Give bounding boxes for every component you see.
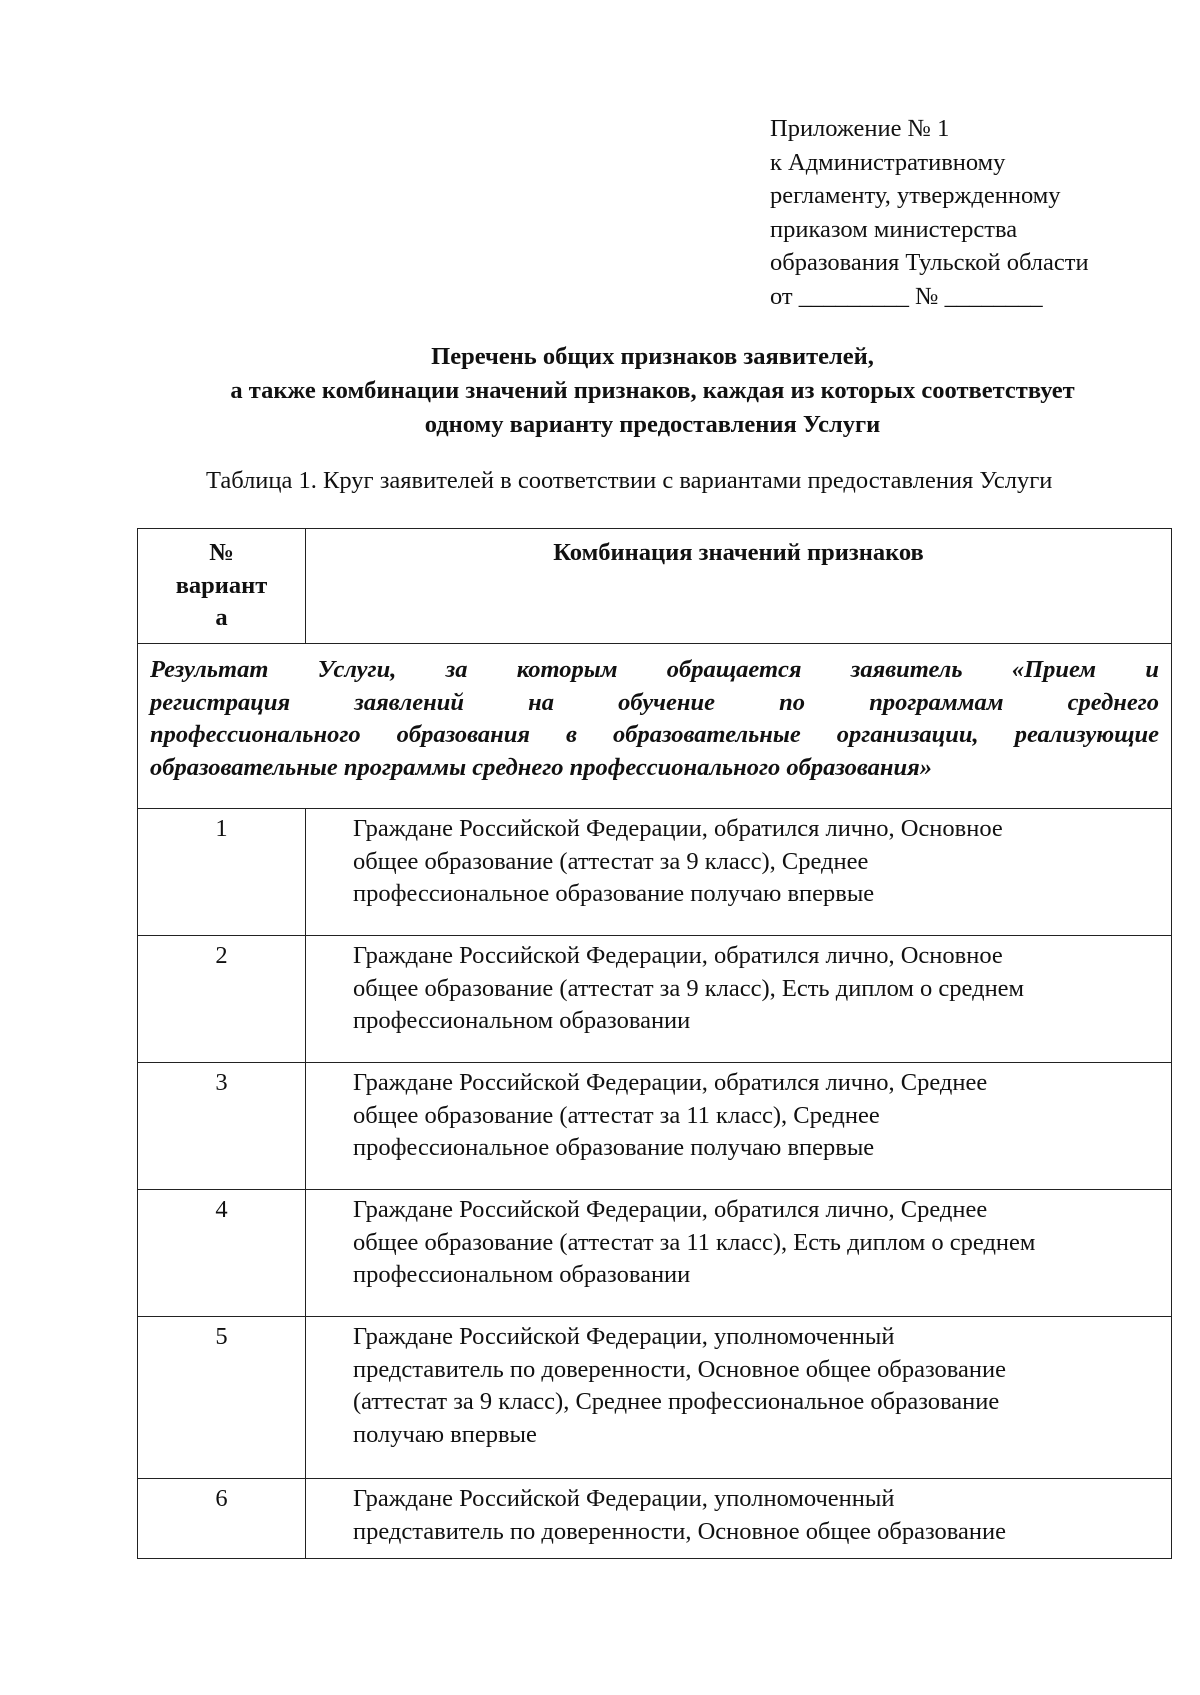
variant-number: 2: [138, 936, 306, 1063]
table-row: [138, 1479, 1172, 1559]
variant-number: 4: [138, 1190, 306, 1317]
variant-description: [306, 809, 1172, 936]
appendix-header: [770, 112, 1089, 313]
result-cell: [138, 644, 1172, 809]
appendix-line: Приложение № 1: [770, 115, 950, 142]
variant-description: [306, 1479, 1172, 1559]
title-line: а также комбинации значений признаков, каждая из которых соответствует: [230, 377, 1075, 404]
description-line: общее образование (аттестат за 9 класс), Есть диплом о среднем: [353, 974, 1025, 1002]
description-line: профессиональном образовании: [353, 1261, 691, 1288]
title-line: Перечень общих признаков заявителей,: [431, 343, 874, 370]
result-line: регистрация заявлений на обучение по программам среднего: [150, 688, 1159, 716]
header-number-cell: [138, 529, 306, 644]
table-row: [138, 1063, 1172, 1190]
description-line: Граждане Российской Федерации, обратился лично, Основное: [353, 815, 1003, 842]
header-number-line: а: [215, 604, 228, 631]
table-row: [138, 1190, 1172, 1317]
header-combination-cell: Комбинация значений признаков: [306, 529, 1172, 644]
header-number-line: №: [209, 539, 234, 566]
description-line: представитель по доверенности, Основное общее образование: [353, 1517, 1007, 1545]
appendix-line: образования Тульской области: [770, 249, 1089, 276]
description-line: общее образование (аттестат за 11 класс), Есть диплом о среднем: [353, 1228, 1036, 1256]
description-line: профессиональное образование получаю впервые: [353, 880, 875, 907]
result-row: [138, 644, 1172, 809]
description-line: Граждане Российской Федерации, уполномоченный: [353, 1485, 895, 1512]
variant-number: 3: [138, 1063, 306, 1190]
description-line: представитель по доверенности, Основное общее образование: [353, 1355, 1007, 1383]
description-line: Граждане Российской Федерации, обратился лично, Основное: [353, 942, 1003, 969]
description-line: Граждане Российской Федерации, обратился лично, Среднее: [353, 1069, 988, 1096]
table-row: [138, 936, 1172, 1063]
variant-description: [306, 1063, 1172, 1190]
appendix-line: регламенту, утвержденному: [770, 182, 1061, 209]
variant-number: 6: [138, 1479, 306, 1559]
description-line: общее образование (аттестат за 11 класс), Среднее: [353, 1101, 880, 1129]
description-line: Граждане Российской Федерации, обратился лично, Среднее: [353, 1196, 988, 1223]
appendix-line: приказом министерства: [770, 215, 1018, 243]
title-line: одному варианту предоставления Услуги: [424, 411, 881, 438]
result-line: образовательные программы среднего профессионального образования»: [150, 753, 932, 781]
result-line: Результат Услуги, за которым обращается заявитель «Прием и: [150, 656, 1159, 683]
description-line: (аттестат за 9 класс), Среднее профессиональное образование: [353, 1388, 1000, 1415]
table-caption: Таблица 1. Круг заявителей в соответствии с вариантами предоставления Услуги: [206, 467, 1053, 494]
description-line: общее образование (аттестат за 9 класс), Среднее: [353, 847, 869, 875]
variant-number: 1: [138, 809, 306, 936]
variant-description: [306, 1317, 1172, 1479]
table-row: [138, 1317, 1172, 1479]
description-line: профессиональном образовании: [353, 1007, 691, 1034]
document-title: [130, 340, 1175, 442]
variant-description: [306, 1190, 1172, 1317]
variant-description: [306, 936, 1172, 1063]
description-line: профессиональное образование получаю впервые: [353, 1134, 875, 1161]
table-row: [138, 809, 1172, 936]
description-line: получаю впервые: [353, 1420, 537, 1448]
header-number-line: вариант: [175, 571, 268, 599]
variants-table: [137, 528, 1172, 1559]
variant-number: 5: [138, 1317, 306, 1479]
appendix-line: к Административному: [770, 148, 1006, 176]
table-header-row: [138, 529, 1172, 644]
description-line: Граждане Российской Федерации, уполномоченный: [353, 1323, 895, 1350]
appendix-line: от _________ № ________: [770, 282, 1043, 310]
result-line: профессионального образования в образовательные организации, реализующие: [150, 721, 1159, 748]
